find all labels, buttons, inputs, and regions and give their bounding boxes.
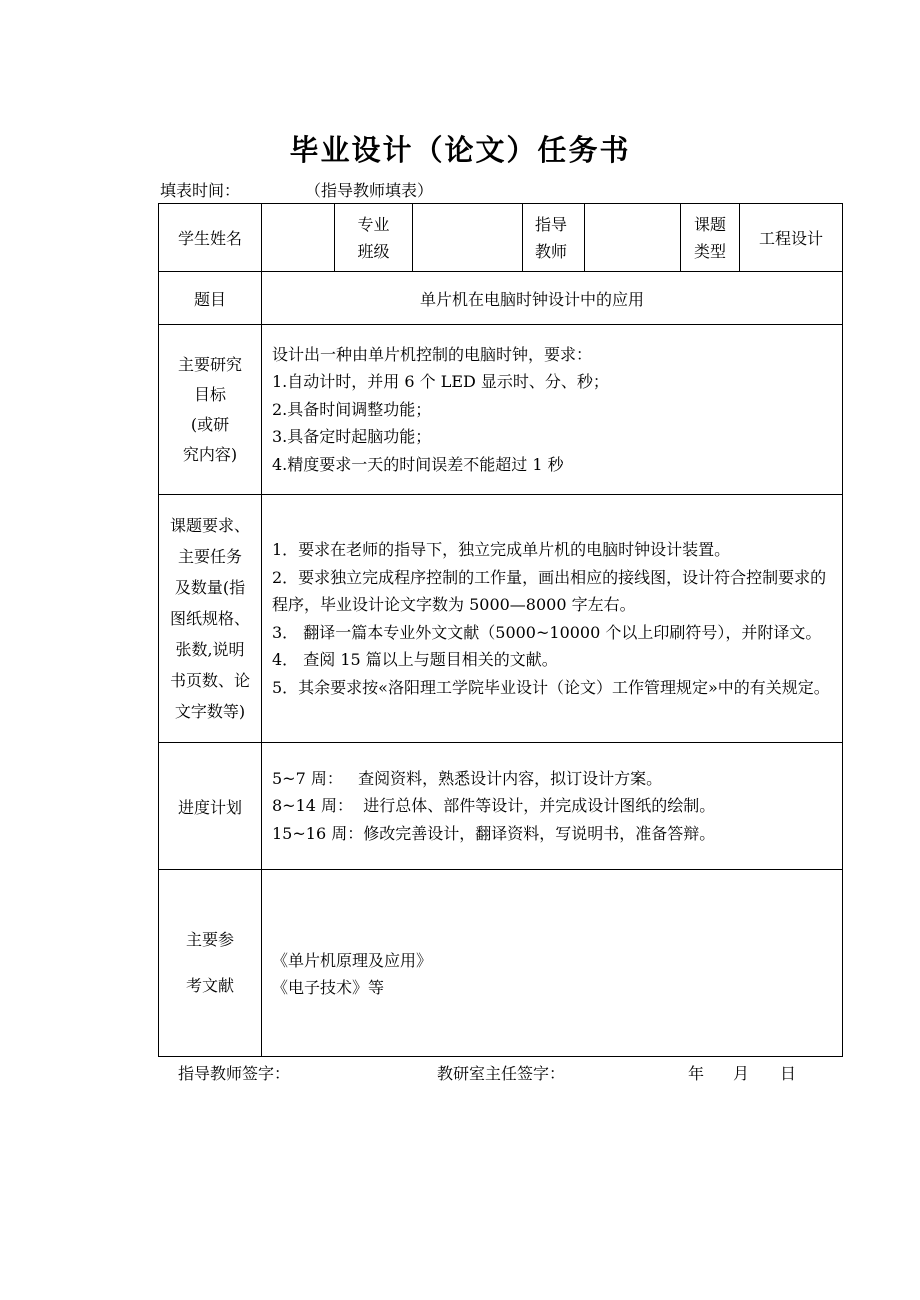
major-label-line1: 专业 [357,214,390,234]
requirements-label-line: 及数量(指 [174,578,246,597]
date-month-label: 月 [733,1064,750,1083]
objectives-row [159,325,843,495]
requirements-line: 2．要求独立完成程序控制的工作量，画出相应的接线图，设计符合控制要求的程序，毕业设计论文字数为 5000—8000 字左右。 [272,567,827,614]
major-class-field[interactable] [413,204,523,272]
references-label-line: 主要参 [185,930,234,949]
advisor-signature-label: 指导教师签字： [178,1064,291,1083]
topic-value: 单片机在电脑时钟设计中的应用 [262,272,843,325]
requirements-label-line: 文字数等) [174,702,246,721]
date-year-label: 年 [688,1064,705,1083]
objectives-label-line: 主要研究 [177,354,242,374]
major-class-label [335,204,413,272]
requirements-line: 1．要求在老师的指导下，独立完成单片机的电脑时钟设计装置。 [272,540,731,559]
requirements-label-line: 书页数、论 [169,671,250,690]
requirements-content [262,495,843,743]
requirements-label [159,495,262,743]
date-day-label: 日 [780,1064,797,1083]
references-label [159,870,262,1057]
objectives-line: 3.具备定时起脑功能； [272,427,432,447]
references-row [159,870,843,1057]
objectives-content [262,325,843,495]
requirements-label-line: 图纸规格、 [169,609,250,628]
advisor-field[interactable] [585,204,681,272]
requirements-line: 3． 翻译一篇本专业外文文献（5000~10000 个以上印刷符号），并附译文。 [272,622,822,642]
advisor-label-line2: 教师 [535,241,568,261]
objectives-label-line: (或研 [190,414,230,434]
schedule-row [159,743,843,870]
objectives-line: 1.自动计时，并用 6 个 LED 显示时、分、秒； [272,372,609,392]
references-content [262,870,843,1057]
requirements-label-line: 课题要求、 [169,516,250,535]
schedule-line: 5~7 周： 查阅资料，熟悉设计内容，拟订设计方案。 [272,768,663,788]
major-label-line2: 班级 [357,241,390,261]
director-signature-label: 教研室主任签字： [437,1064,566,1083]
advisor-label [523,204,585,272]
requirements-label-line: 主要任务 [177,547,242,566]
objectives-line: 设计出一种由单片机控制的电脑时钟，要求： [272,344,593,364]
topic-type-label-line1: 课题 [693,214,726,234]
objectives-line: 2.具备时间调整功能； [272,399,432,419]
reference-item: 《单片机原理及应用》 [272,950,433,970]
fill-time-row [160,178,434,201]
objectives-line: 4.精度要求一天的时间误差不能超过 1 秒 [272,454,564,474]
topic-label: 题目 [159,272,262,325]
topic-type-value: 工程设计 [740,204,843,272]
schedule-line: 15~16 周：修改完善设计，翻译资料，写说明书，准备答辩。 [272,823,716,843]
topic-type-label-line2: 类型 [693,241,726,261]
requirements-line: 5．其余要求按«洛阳理工学院毕业设计（论文）工作管理规定»中的有关规定。 [272,677,830,697]
topic-row [159,272,843,325]
schedule-label: 进度计划 [159,743,262,870]
references-label-line: 考文献 [185,976,234,995]
student-name-field[interactable] [262,204,335,272]
requirements-row [159,495,843,743]
header-row [159,204,843,272]
topic-type-label [681,204,740,272]
fill-time-label: 填表时间： [160,181,241,200]
fill-note: （指导教师填表） [305,181,434,200]
page-title: 毕业设计（论文）任务书 [289,133,631,167]
objectives-label-line: 目标 [193,384,226,404]
reference-item: 《电子技术》等 [272,978,385,997]
task-form-table [158,203,843,1057]
requirements-label-line: 张数,说明 [175,640,245,659]
student-name-label: 学生姓名 [159,204,262,272]
objectives-label-line: 究内容) [182,444,238,464]
schedule-line: 8~14 周： 进行总体、部件等设计，并完成设计图纸的绘制。 [272,796,716,816]
objectives-label [159,325,262,495]
advisor-label-line1: 指导 [535,214,568,234]
schedule-content [262,743,843,870]
requirements-line: 4． 查阅 15 篇以上与题目相关的文献。 [272,650,558,669]
